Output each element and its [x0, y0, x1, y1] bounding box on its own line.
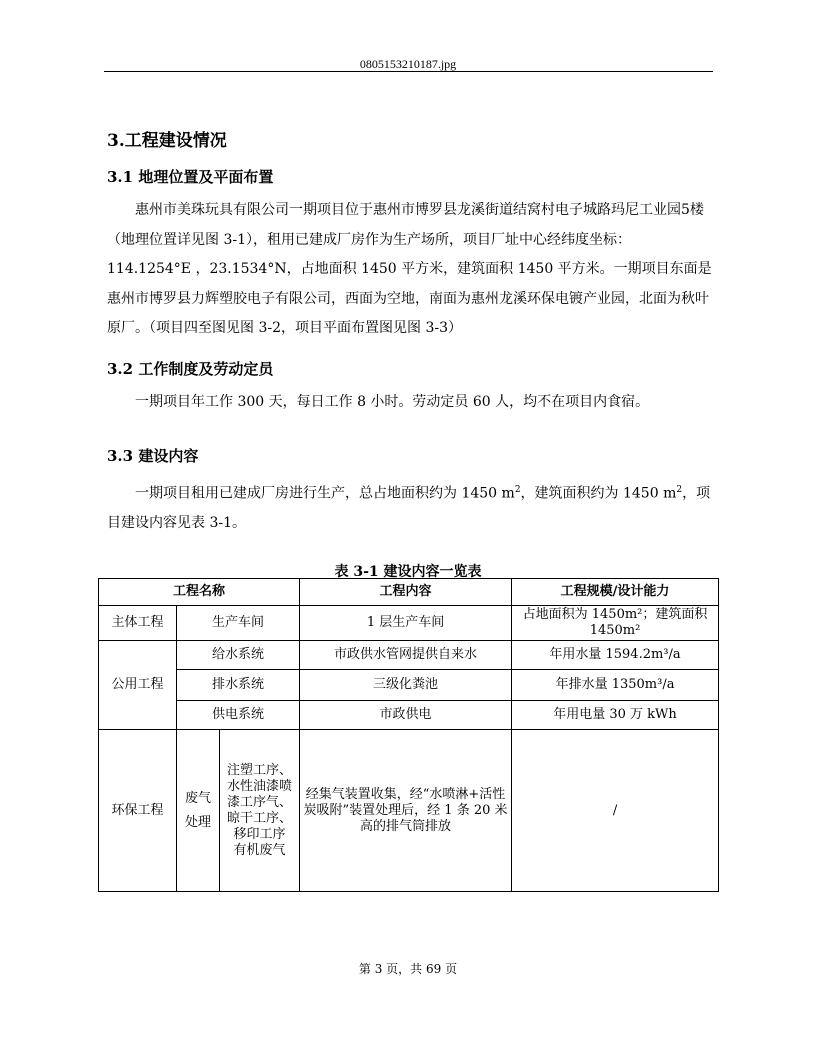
header-rule: [104, 71, 713, 72]
scale-cell: 占地面积为 1450m²；建筑面积 1450m²: [512, 606, 719, 641]
name-cell: 供电系统: [177, 701, 300, 730]
table-header-row: [99, 579, 719, 606]
name-cell: 给水系统: [177, 641, 300, 670]
section-3-2-title: 3.2 工作制度及劳动定员: [107, 360, 274, 378]
name-cell: 排水系统: [177, 670, 300, 701]
scale-cell: 年用电量 30 万 kWh: [512, 701, 719, 730]
category-cell: 环保工程: [99, 730, 177, 892]
scale-cell: 年用水量 1594.2m³/a: [512, 641, 719, 670]
section-3-1-paragraph: 惠州市美珠玩具有限公司一期项目位于惠州市博罗县龙溪街道结窝村电子城路玛尼工业园5楼（地理位置详见图 3-1），租用已建成厂房作为生产场所，项目厂址中心经纬度坐标：114.1254°E ，23.1534°N，占地面积 1450 平方米，建筑面积 1450 平方米。一期项目东面是惠州市博罗县力辉塑胶电子有限公司，西面为空地，南面为惠州龙溪环保电镀产业园，北面为秋叶原厂。（项目四至图见图 3-2，项目平面布置图见图 3-3）: [107, 202, 712, 336]
table-row: [99, 701, 719, 730]
content-cell: 1 层生产车间: [300, 606, 512, 641]
scale-cell: 年排水量 1350m³/a: [512, 670, 719, 701]
para-part-b: ，建筑面积约为 1450 m: [520, 485, 677, 502]
header-name: 工程名称: [99, 579, 300, 606]
source-line: 漆工序气、: [227, 794, 293, 810]
source-cell: [220, 730, 300, 892]
table-row: [99, 641, 719, 670]
source-line: 晾干工序、: [227, 810, 293, 826]
content-cell: 市政供水管网提供自来水: [300, 641, 512, 670]
category-cell: 主体工程: [99, 606, 177, 641]
sub-category-cell: 废气处理: [177, 730, 220, 892]
page-header-filename: 0805153210187.jpg: [359, 57, 457, 71]
section-title: 3.工程建设情况: [107, 131, 227, 151]
source-line: 注塑工序、: [227, 762, 293, 778]
para-part-c: ，项目建设内容见表 3-1。: [107, 485, 711, 532]
source-line: 移印工序: [233, 826, 286, 842]
section-3-1-title: 3.1 地理位置及平面布置: [107, 168, 274, 186]
header-scale: 工程规模/设计能力: [512, 579, 719, 606]
scale-cell: /: [512, 730, 719, 892]
table-row: [99, 670, 719, 701]
construction-content-table: [98, 578, 719, 892]
para-part-a: 一期项目租用已建成厂房进行生产，总占地面积约为 1450 m: [135, 485, 515, 502]
table-title: 表 3-1 建设内容一览表: [334, 564, 482, 580]
page-footer: 第 3 页，共 69 页: [358, 962, 458, 976]
superscript-2: 2: [676, 485, 683, 495]
content-cell: 经集气装置收集，经“水喷淋+活性炭吸附”装置处理后，经 1 条 20 米高的排气筒排放: [300, 730, 512, 892]
category-cell: 公用工程: [99, 641, 177, 730]
header-content: 工程内容: [300, 579, 512, 606]
section-3-3-title: 3.3 建设内容: [107, 447, 199, 465]
table-row: [99, 606, 719, 641]
content-cell: 市政供电: [300, 701, 512, 730]
section-3-2-paragraph: 一期项目年工作 300 天，每日工作 8 小时。劳动定员 60 人，均不在项目内食宿。: [135, 394, 650, 410]
section-3-3-paragraph: [107, 476, 712, 539]
content-cell: 三级化粪池: [300, 670, 512, 701]
source-line: 有机废气: [233, 842, 286, 858]
source-line: 水性油漆喷: [227, 778, 293, 794]
name-cell: 生产车间: [177, 606, 300, 641]
superscript-1: 2: [514, 485, 521, 495]
table-row: [99, 730, 719, 892]
